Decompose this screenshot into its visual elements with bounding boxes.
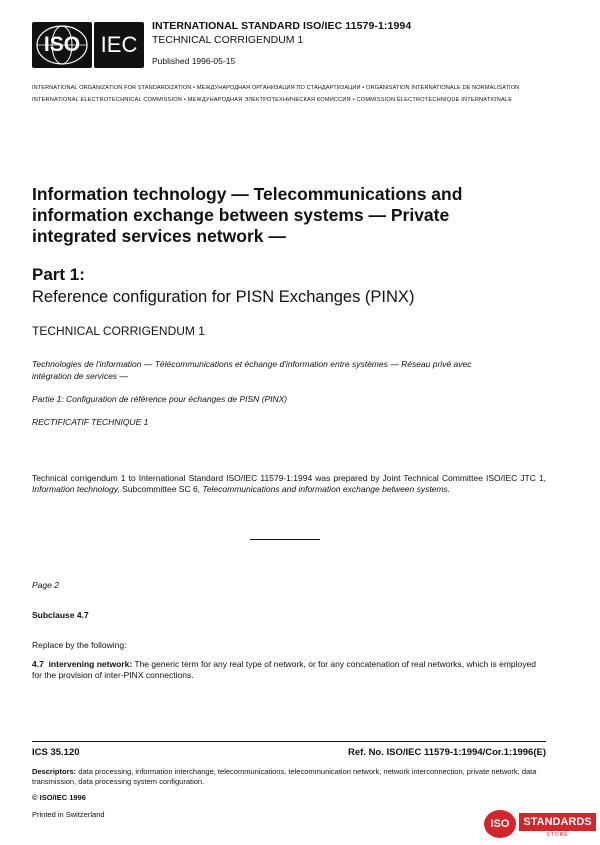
- store-standards-text: STANDARDS: [523, 816, 592, 828]
- replace-instruction: Replace by the following:: [32, 640, 127, 650]
- iso-standards-store-watermark: [484, 806, 596, 842]
- foreword-text-italic: Telecommunications and information exchange between systems.: [202, 484, 451, 494]
- iso-logo-text: ISO: [43, 33, 81, 56]
- standard-title: INTERNATIONAL STANDARD ISO/IEC 11579-1:1994: [152, 20, 412, 32]
- title-line: integrated services network —: [32, 226, 286, 246]
- french-title-line: intégration de services —: [32, 371, 128, 381]
- definition-4-7: [32, 659, 546, 681]
- published-date: Published 1996-05-15: [152, 56, 236, 66]
- descriptors-label: Descriptors:: [32, 767, 77, 776]
- definition-number: 4.7: [32, 659, 44, 669]
- foreword-text: Technical corrigendum 1 to International Standard ISO/IEC 11579-1:1994 was prepared by Joint Technical Committee ISO/IEC JTC 1,: [32, 473, 546, 483]
- iso-logo: [32, 22, 92, 68]
- store-iso-text: ISO: [490, 818, 510, 830]
- foreword-text: Subcommittee SC 6,: [119, 484, 203, 494]
- store-iso-badge: [484, 810, 516, 838]
- foreword-paragraph: [32, 473, 546, 495]
- title-line: Information technology — Telecommunications and: [32, 184, 463, 204]
- corrigendum-label: TECHNICAL CORRIGENDUM 1: [152, 34, 304, 46]
- store-label: STORE: [546, 832, 569, 838]
- foreword-text-italic: Information technology,: [32, 484, 120, 494]
- definition-text: The generic term for any real type of network, or for any concatenation of real networks, which is employed for the provision of inter-PINX connections.: [32, 659, 536, 680]
- definition-term: intervening network:: [48, 659, 133, 669]
- descriptors-text: data processing, information interchange, telecommunications, telecommunication network, network interconnection, private network, data transmission, data processing system configuration.: [32, 767, 537, 786]
- organization-line-iec: INTERNATIONAL ELECTROTECHNICAL COMMISSION • МЕЖДУНАРОДНАЯ ЭЛЕКТРОТЕХНИЧЕСКАЯ КОМИССИЯ • COMMISSION ÉLECTROTECHNIQUE INTERNATIONALE: [32, 97, 513, 103]
- organization-line-iso: INTERNATIONAL ORGANIZATION FOR STANDARDIZATION • МЕЖДУНАРОДНАЯ ОРГАНИЗАЦИЯ ПО СТАНДАРТИЗАЦИИ • ORGANISATION INTERNATIONALE DE NORMALISATION: [32, 85, 520, 91]
- title-line: information exchange between systems — Private: [32, 205, 450, 225]
- printed-location: Printed in Switzerland: [32, 810, 105, 819]
- technical-corrigendum-heading: TECHNICAL CORRIGENDUM 1: [32, 324, 205, 338]
- document-title: [32, 184, 552, 247]
- page-reference: Page 2: [32, 580, 59, 590]
- french-title: [32, 358, 552, 382]
- store-banner: [519, 813, 596, 831]
- french-rectificatif: RECTIFICATIF TECHNIQUE 1: [32, 417, 149, 427]
- footer-rule: [32, 741, 546, 742]
- french-title-line: Technologies de l'information — Télécommunications et échange d'information entre systèmes — Réseau privé avec: [32, 359, 472, 369]
- subclause-heading: Subclause 4.7: [32, 610, 89, 620]
- iec-logo-text: IEC: [100, 32, 138, 57]
- reference-number: Ref. No. ISO/IEC 11579-1:1994/Cor.1:1996(E): [347, 747, 546, 758]
- part-number: Part 1:: [32, 265, 85, 284]
- iec-logo: [94, 22, 144, 68]
- french-part: Partie 1: Configuration de référence pour échanges de PISN (PINX): [32, 394, 288, 404]
- section-divider: [250, 539, 320, 540]
- part-subtitle: Reference configuration for PISN Exchanges (PINX): [32, 288, 415, 306]
- copyright: © ISO/IEC 1996: [32, 793, 86, 802]
- ics-code: ICS 35.120: [32, 747, 80, 758]
- descriptors: [32, 767, 546, 787]
